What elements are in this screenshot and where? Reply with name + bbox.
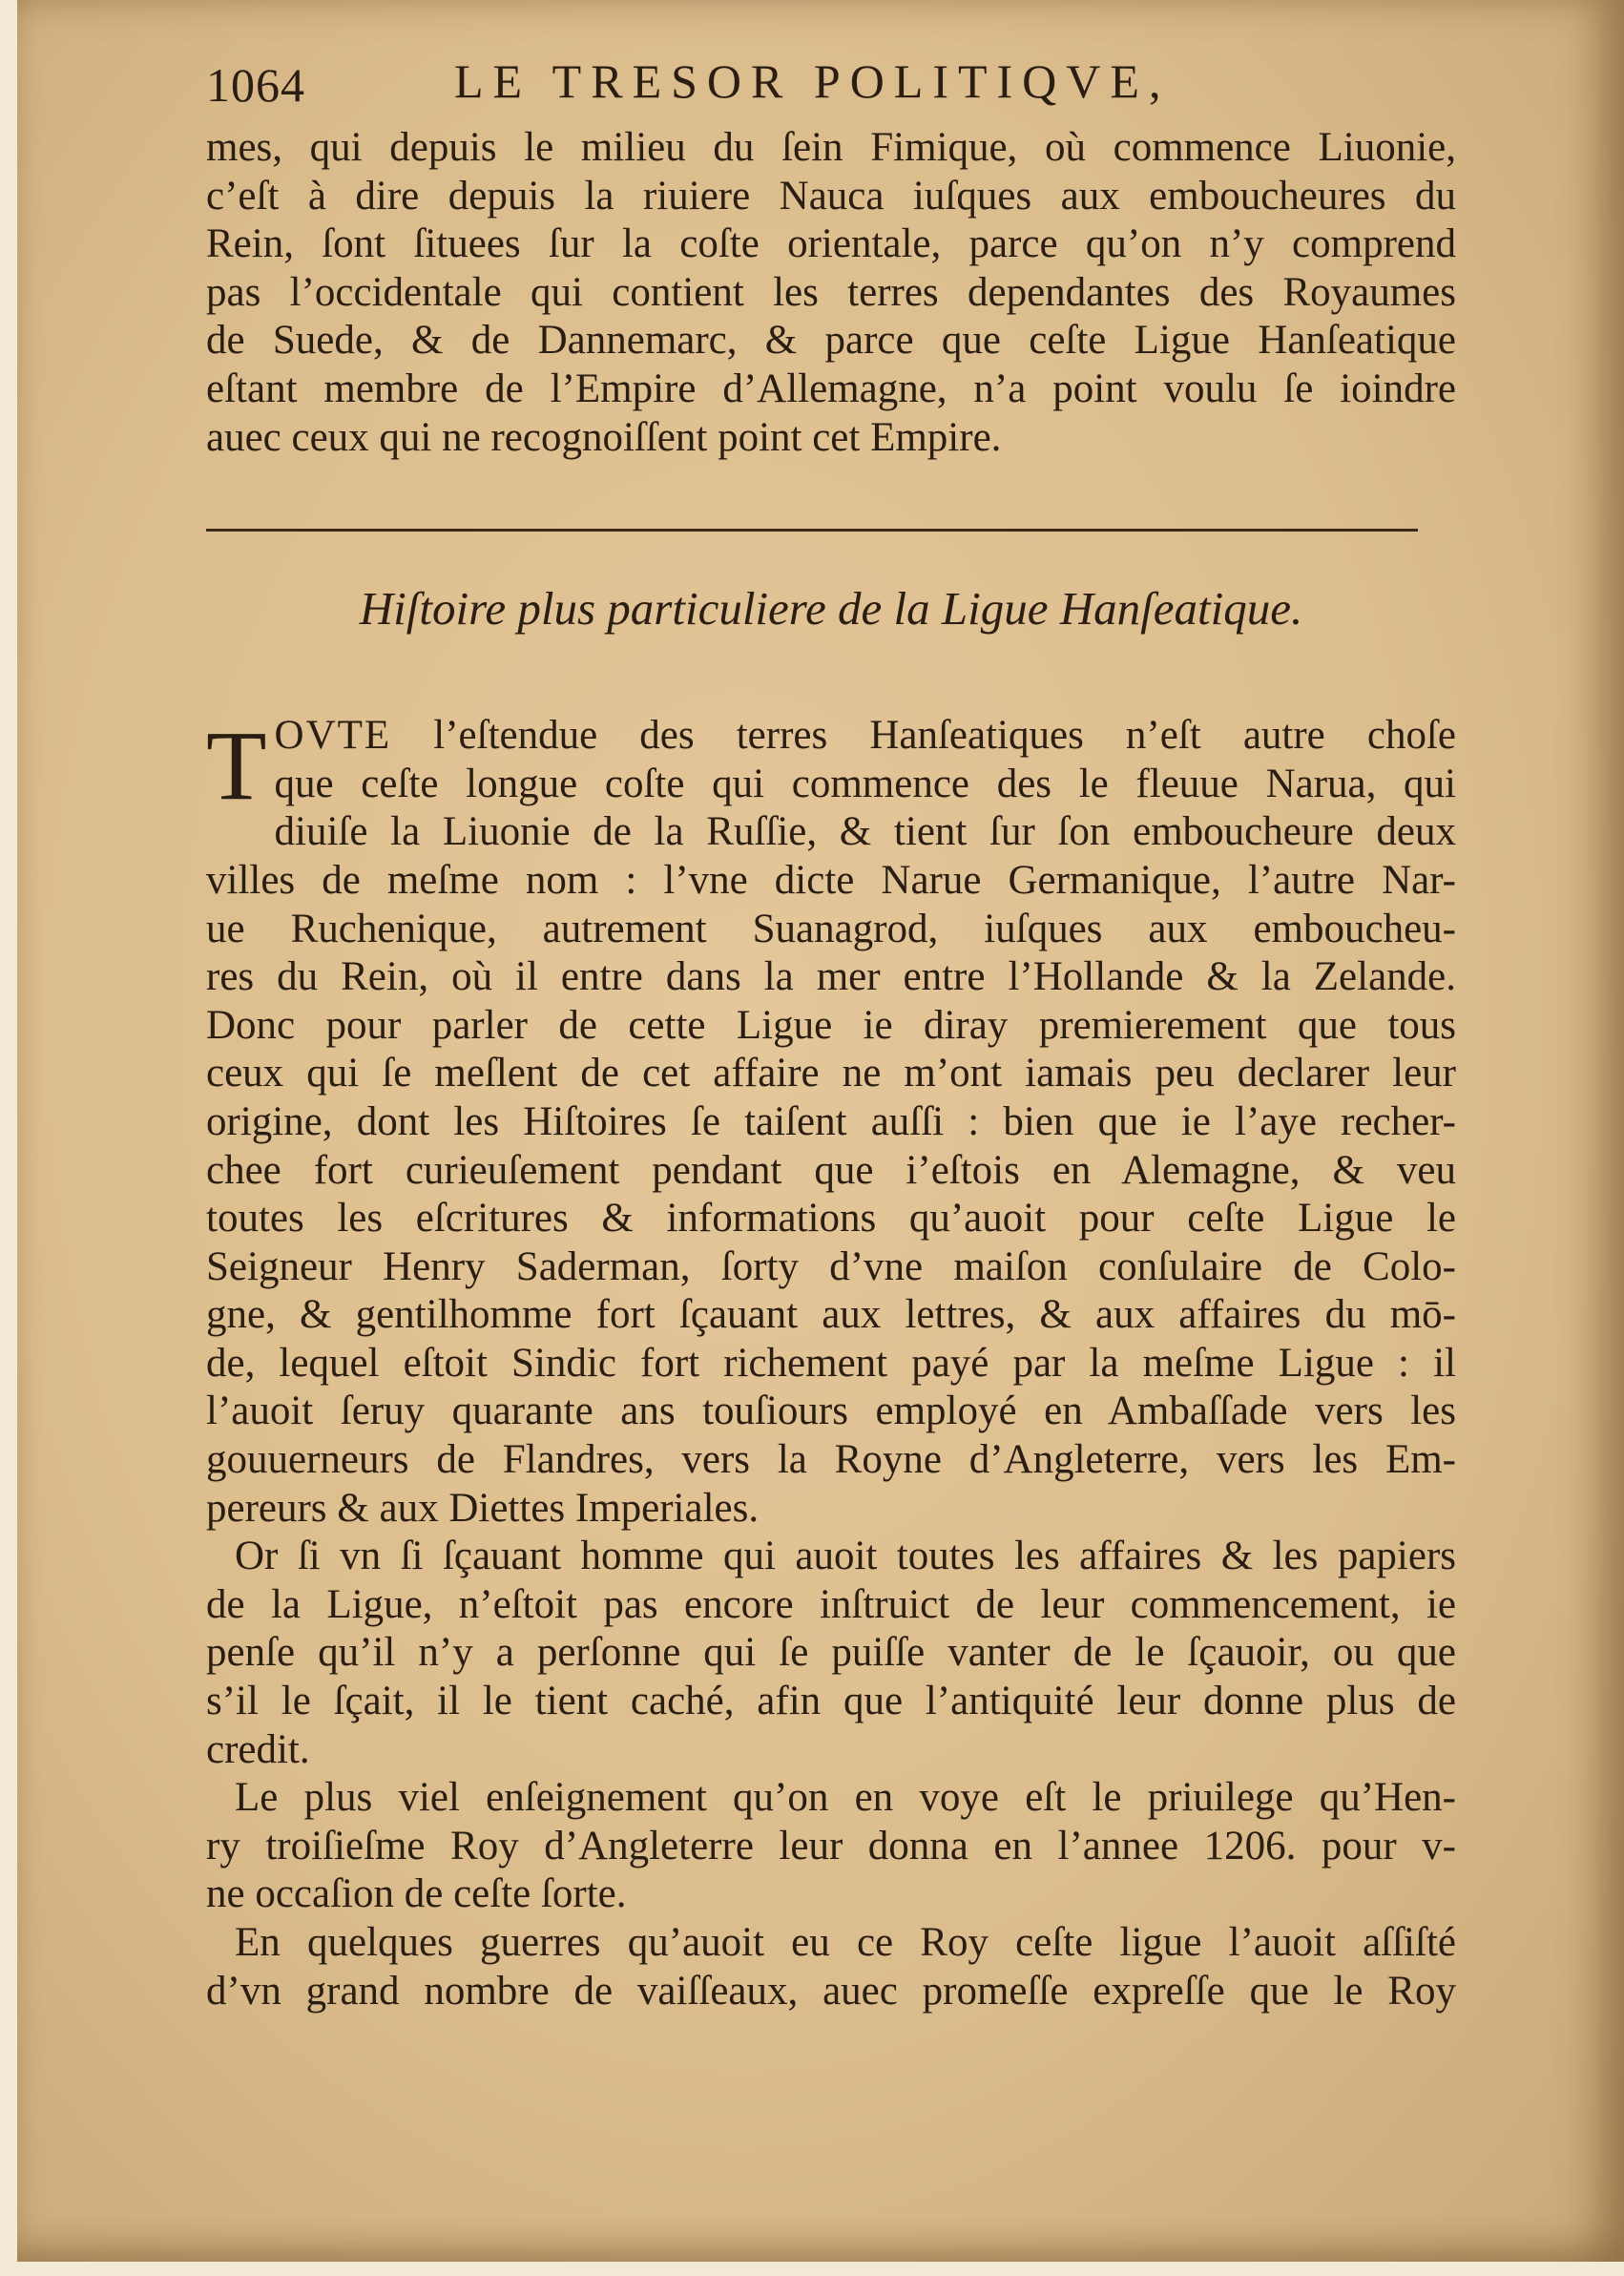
text-line: que ceſte longue coſte qui commence des le fleuue Narua, qui (274, 761, 1456, 806)
paragraph-4 (206, 1919, 1456, 2015)
text-line: l’auoit ſeruy quarante ans touſiours employé en Ambaſſade vers les (206, 1389, 1456, 1434)
text-line (206, 712, 1456, 761)
text-line: pas l’occidentale qui contient les terres dependantes des Royaumes (206, 269, 1456, 315)
text-line: res du Rein, où il entre dans la mer entre l’Hollande & la Zelande. (206, 954, 1456, 1000)
text-line-rest: l’eſtendue des terres Hanſeatiques n’eſt autre choſe (433, 713, 1456, 759)
drop-cap: T (206, 711, 267, 822)
text-line: de Suede, & de Dannemarc, & parce que ceſte Ligue Hanſeatique (206, 318, 1456, 364)
text-line: origine, dont les Hiſtoires ſe taiſent auſſi : bien que ie l’aye recher- (206, 1098, 1456, 1144)
text-line: ry troiſieſme Roy d’Angleterre leur donna en l’annee 1206. pour v- (206, 1823, 1456, 1869)
book-title: LE TRESOR POLITIQVE, (454, 54, 1171, 108)
text-line: Le plus viel enſeignement qu’on en voye eſt le priuilege qu’Hen- (235, 1775, 1456, 1821)
text-line: s’il le ſçait, il le tient caché, afin que l’antiquité leur donne plus de (206, 1679, 1456, 1724)
text-line: ne occaſion de ceſte ſorte. (206, 1871, 627, 1917)
text-line: chee fort curieuſement pendant que i’eſtois en Alemagne, & veu (206, 1147, 1456, 1193)
text-line: Rein, ſont ſituees ſur la coſte orientale, parce qu’on n’y comprend (206, 221, 1456, 267)
running-head (206, 48, 1456, 116)
text-line: Seigneur Henry Saderman, ſorty d’vne maiſon conſulaire de Colo- (206, 1243, 1456, 1289)
text-line: de la Ligue, n’eſtoit pas encore inſtruict de leur commencement, ie (206, 1581, 1456, 1627)
text-line: villes de meſme nom : l’vne dicte Narue Germanique, l’autre Nar- (206, 857, 1456, 903)
paragraph-2 (206, 1533, 1456, 1774)
section-divider (206, 529, 1418, 532)
text-line: de, lequel eſtoit Sindic fort richement payé par la meſme Ligue : il (206, 1340, 1456, 1386)
text-line: En quelques guerres qu’auoit eu ce Roy ceſte ligue l’auoit aſſiſté (235, 1920, 1456, 1965)
text-line: Donc pour parler de cette Ligue ie diray premierement que tous (206, 1002, 1456, 1048)
text-line: toutes les eſcritures & informations qu’auoit pour ceſte Ligue le (206, 1196, 1456, 1242)
text-line: ue Ruchenique, autrement Suanagrod, iuſques aux emboucheu- (206, 906, 1456, 951)
text-line: gouuerneurs de Flandres, vers la Royne d’Angleterre, vers les Em- (206, 1437, 1456, 1483)
text-line: penſe qu’il n’y a perſonne qui ſe puiſſe vanter de le ſçauoir, ou que (206, 1630, 1456, 1676)
text-line: d’vn grand nombre de vaiſſeaux, auec promeſſe expreſſe que le Roy (206, 1968, 1456, 2014)
text-line: pereurs & aux Diettes Imperiales. (206, 1485, 760, 1531)
paragraph-1 (206, 712, 1456, 1533)
text-line: eſtant membre de l’Empire d’Allemagne, n’a point voulu ſe ioindre (206, 365, 1456, 411)
page-number: 1064 (206, 58, 305, 112)
continued-paragraph (206, 124, 1456, 462)
text-line: ceux qui ſe meſlent de cet affaire ne m’ont iamais peu declarer leur (206, 1051, 1456, 1096)
page-content (206, 48, 1456, 2015)
text-line: Or ſi vn ſi ſçauant homme qui auoit toutes les affaires & les papiers (235, 1534, 1456, 1579)
text-line: c’eſt à dire depuis la riuiere Nauca iuſques aux emboucheures du (206, 173, 1456, 219)
book-page (17, 0, 1624, 2262)
section-heading: Hiſtoire plus particuliere de la Ligue Hanſeatique. (359, 582, 1303, 636)
paragraph-3 (206, 1774, 1456, 1919)
text-line: credit. (206, 1726, 310, 1772)
text-line: auec ceux qui ne recognoiſſent point cet Empire. (206, 414, 1002, 460)
text-line: diuiſe la Liuonie de la Ruſſie, & tient ſur ſon emboucheure deux (274, 809, 1456, 855)
section-body (206, 712, 1456, 2015)
text-line: gne, & gentilhomme fort ſçauant aux lettres, & aux affaires du mō- (206, 1292, 1456, 1338)
first-word: OVTE (274, 713, 392, 759)
text-line: mes, qui depuis le milieu du ſein Fimique, où commence Liuonie, (206, 125, 1456, 170)
